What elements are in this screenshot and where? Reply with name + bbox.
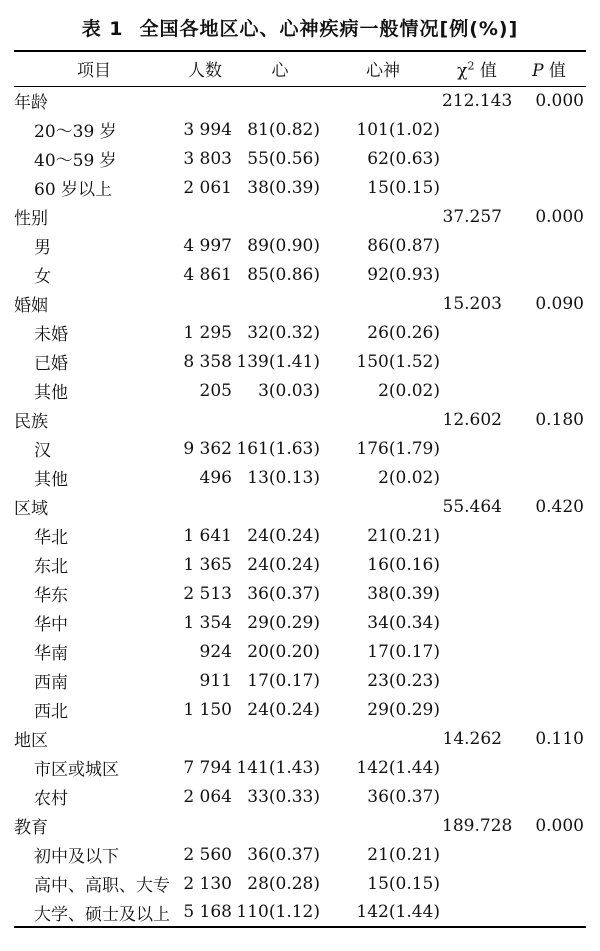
p-value-cell bbox=[512, 782, 586, 811]
p-value-cell: 0.110 bbox=[535, 728, 584, 749]
row-label: 性别 bbox=[14, 209, 48, 229]
heart-cell: 55(0.56) bbox=[247, 148, 320, 169]
header-heart: 心 bbox=[271, 61, 289, 82]
row-label: 华中 bbox=[34, 615, 68, 635]
p-value-cell bbox=[512, 521, 586, 550]
row-label: 民族 bbox=[14, 412, 48, 432]
chi2-cell bbox=[442, 521, 512, 550]
chi2-cell bbox=[442, 579, 512, 608]
chi2-cell bbox=[442, 115, 512, 144]
chi2-cell bbox=[442, 318, 512, 347]
p-value-cell: 0.180 bbox=[535, 409, 584, 430]
chi2-cell bbox=[442, 173, 512, 202]
group-row bbox=[14, 811, 586, 840]
p-value-cell bbox=[512, 898, 586, 927]
heart-psy-cell: 21(0.21) bbox=[367, 525, 440, 546]
heart-cell: 139(1.41) bbox=[236, 351, 320, 372]
count-cell: 3 994 bbox=[183, 119, 232, 140]
heart-cell bbox=[236, 86, 324, 115]
heart-psy-cell: 2(0.02) bbox=[378, 380, 440, 401]
heart-cell: 24(0.24) bbox=[247, 525, 320, 546]
heart-cell: 24(0.24) bbox=[247, 699, 320, 720]
chi2-cell bbox=[442, 463, 512, 492]
heart-cell: 81(0.82) bbox=[247, 119, 320, 140]
group-row bbox=[14, 492, 586, 521]
chi2-cell bbox=[442, 260, 512, 289]
table-row bbox=[14, 347, 586, 376]
row-label: 男 bbox=[34, 238, 51, 258]
row-label: 其他 bbox=[34, 470, 68, 490]
heart-cell: 13(0.13) bbox=[247, 467, 320, 488]
table-row bbox=[14, 115, 586, 144]
row-label: 初中及以下 bbox=[34, 847, 119, 867]
heart-psy-cell: 15(0.15) bbox=[367, 873, 440, 894]
table-row bbox=[14, 521, 586, 550]
table-row bbox=[14, 376, 586, 405]
p-suffix: 值 bbox=[548, 61, 566, 82]
header-heart-psy: 心神 bbox=[366, 61, 400, 82]
chi2-cell bbox=[442, 666, 512, 695]
header-row bbox=[14, 51, 586, 86]
heart-psy-cell: 176(1.79) bbox=[356, 438, 440, 459]
header-item: 项目 bbox=[77, 61, 111, 82]
table-title: 全国各地区心、心神疾病一般情况[例(%)] bbox=[139, 18, 519, 40]
table-body bbox=[14, 86, 586, 927]
p-value-cell: 0.000 bbox=[535, 815, 584, 836]
heart-cell: 33(0.33) bbox=[247, 786, 320, 807]
heart-cell bbox=[236, 811, 324, 840]
count-cell bbox=[174, 492, 236, 521]
heart-psy-cell: 16(0.16) bbox=[367, 554, 440, 575]
chi2-cell: 37.257 bbox=[442, 206, 502, 227]
count-cell bbox=[174, 811, 236, 840]
count-cell: 1 354 bbox=[183, 612, 232, 633]
row-label: 高中、高职、大专 bbox=[34, 876, 170, 896]
chi2-cell bbox=[442, 231, 512, 260]
table-row bbox=[14, 463, 586, 492]
table-row bbox=[14, 231, 586, 260]
heart-cell: 38(0.39) bbox=[247, 177, 320, 198]
heart-psy-cell: 142(1.44) bbox=[356, 757, 440, 778]
chi-symbol: χ bbox=[457, 61, 468, 82]
group-row bbox=[14, 724, 586, 753]
heart-psy-cell: 36(0.37) bbox=[367, 786, 440, 807]
p-value-cell bbox=[512, 376, 586, 405]
row-label: 已婚 bbox=[34, 354, 68, 374]
row-label: 区域 bbox=[14, 499, 48, 519]
row-label: 市区或城区 bbox=[34, 760, 119, 780]
group-row bbox=[14, 289, 586, 318]
count-cell: 2 560 bbox=[183, 844, 232, 865]
table-row bbox=[14, 318, 586, 347]
heart-cell: 29(0.29) bbox=[247, 612, 320, 633]
heart-cell: 89(0.90) bbox=[247, 235, 320, 256]
heart-cell: 28(0.28) bbox=[247, 873, 320, 894]
heart-cell: 85(0.86) bbox=[247, 264, 320, 285]
heart-cell bbox=[236, 405, 324, 434]
count-cell: 8 358 bbox=[183, 351, 232, 372]
table-row bbox=[14, 434, 586, 463]
p-value-cell bbox=[512, 637, 586, 666]
count-cell: 2 130 bbox=[183, 873, 232, 894]
p-value-cell bbox=[512, 579, 586, 608]
row-label: 农村 bbox=[34, 789, 68, 809]
heart-cell: 17(0.17) bbox=[247, 670, 320, 691]
p-value-cell: 0.090 bbox=[535, 293, 584, 314]
heart-psy-cell bbox=[324, 811, 442, 840]
chi-suffix: 值 bbox=[479, 61, 497, 82]
p-value-cell bbox=[512, 318, 586, 347]
count-cell bbox=[174, 405, 236, 434]
table-row bbox=[14, 579, 586, 608]
count-cell bbox=[174, 202, 236, 231]
heart-cell bbox=[236, 289, 324, 318]
heart-psy-cell: 86(0.87) bbox=[367, 235, 440, 256]
p-value-cell bbox=[512, 840, 586, 869]
heart-cell: 20(0.20) bbox=[247, 641, 320, 662]
table-row bbox=[14, 753, 586, 782]
chi2-cell bbox=[442, 376, 512, 405]
count-cell: 2 513 bbox=[183, 583, 232, 604]
count-cell: 924 bbox=[199, 641, 232, 662]
chi2-cell bbox=[442, 869, 512, 898]
heart-psy-cell: 15(0.15) bbox=[367, 177, 440, 198]
heart-psy-cell bbox=[324, 405, 442, 434]
chi2-cell bbox=[442, 637, 512, 666]
row-label: 20～39 岁 bbox=[34, 122, 117, 142]
p-value-cell bbox=[512, 869, 586, 898]
count-cell: 3 803 bbox=[183, 148, 232, 169]
heart-cell bbox=[236, 492, 324, 521]
heart-cell: 36(0.37) bbox=[247, 583, 320, 604]
table-row bbox=[14, 695, 586, 724]
chi2-cell bbox=[442, 840, 512, 869]
p-value-cell bbox=[512, 434, 586, 463]
count-cell bbox=[174, 289, 236, 318]
chi2-cell bbox=[442, 753, 512, 782]
heart-psy-cell: 2(0.02) bbox=[378, 467, 440, 488]
data-table bbox=[14, 50, 586, 928]
heart-cell: 161(1.63) bbox=[236, 438, 320, 459]
p-value-cell bbox=[512, 608, 586, 637]
table-number: 表 1 bbox=[81, 18, 124, 40]
chi2-cell bbox=[442, 898, 512, 927]
row-label: 西南 bbox=[34, 673, 68, 693]
chi2-cell bbox=[442, 434, 512, 463]
group-row bbox=[14, 405, 586, 434]
count-cell: 4 861 bbox=[183, 264, 232, 285]
heart-psy-cell bbox=[324, 492, 442, 521]
header-chi2 bbox=[442, 51, 512, 86]
heart-psy-cell: 26(0.26) bbox=[367, 322, 440, 343]
heart-psy-cell: 150(1.52) bbox=[356, 351, 440, 372]
heart-psy-cell bbox=[324, 724, 442, 753]
p-value-cell bbox=[512, 260, 586, 289]
table-row bbox=[14, 898, 586, 927]
chi2-cell bbox=[442, 550, 512, 579]
p-value-cell: 0.000 bbox=[535, 90, 584, 111]
count-cell: 1 365 bbox=[183, 554, 232, 575]
row-label: 婚姻 bbox=[14, 296, 48, 316]
heart-cell: 24(0.24) bbox=[247, 554, 320, 575]
chi2-cell: 14.262 bbox=[442, 728, 502, 749]
p-value-cell: 0.420 bbox=[535, 496, 584, 517]
row-label: 40～59 岁 bbox=[34, 151, 117, 171]
heart-psy-cell bbox=[324, 86, 442, 115]
row-label: 年龄 bbox=[14, 93, 48, 114]
row-label: 大学、硕士及以上 bbox=[34, 904, 170, 925]
heart-psy-cell bbox=[324, 289, 442, 318]
table-row bbox=[14, 550, 586, 579]
group-row bbox=[14, 86, 586, 115]
heart-psy-cell: 38(0.39) bbox=[367, 583, 440, 604]
table-row bbox=[14, 260, 586, 289]
heart-psy-cell: 92(0.93) bbox=[367, 264, 440, 285]
chi2-cell: 12.602 bbox=[442, 409, 502, 430]
heart-cell: 110(1.12) bbox=[236, 902, 320, 922]
heart-cell: 36(0.37) bbox=[247, 844, 320, 865]
heart-psy-cell: 62(0.63) bbox=[367, 148, 440, 169]
heart-psy-cell: 29(0.29) bbox=[367, 699, 440, 720]
group-row bbox=[14, 202, 586, 231]
table-header bbox=[14, 51, 586, 86]
table-row bbox=[14, 637, 586, 666]
count-cell: 5 168 bbox=[183, 902, 232, 922]
row-label: 华南 bbox=[34, 644, 68, 664]
count-cell bbox=[174, 86, 236, 115]
table-row bbox=[14, 869, 586, 898]
p-value-cell bbox=[512, 695, 586, 724]
p-value-cell bbox=[512, 144, 586, 173]
table-caption bbox=[0, 0, 600, 50]
count-cell: 9 362 bbox=[183, 438, 232, 459]
chi2-cell bbox=[442, 144, 512, 173]
count-cell: 7 794 bbox=[183, 757, 232, 778]
row-label: 华北 bbox=[34, 528, 68, 548]
table-row bbox=[14, 144, 586, 173]
p-value-cell bbox=[512, 463, 586, 492]
chi-superscript: 2 bbox=[467, 59, 475, 73]
heart-cell bbox=[236, 724, 324, 753]
count-cell: 1 295 bbox=[183, 322, 232, 343]
row-label: 汉 bbox=[34, 441, 51, 461]
row-label: 60 岁以上 bbox=[34, 180, 113, 200]
chi2-cell: 15.203 bbox=[442, 293, 502, 314]
row-label: 未婚 bbox=[34, 325, 68, 345]
p-value-cell bbox=[512, 347, 586, 376]
p-value-cell bbox=[512, 115, 586, 144]
count-cell: 911 bbox=[199, 670, 232, 691]
heart-cell bbox=[236, 202, 324, 231]
table-row bbox=[14, 782, 586, 811]
row-label: 华东 bbox=[34, 586, 68, 606]
chi2-cell: 212.143 bbox=[442, 90, 513, 111]
table-row bbox=[14, 608, 586, 637]
heart-psy-cell: 101(1.02) bbox=[356, 119, 440, 140]
chi2-cell: 55.464 bbox=[442, 496, 502, 517]
heart-cell: 141(1.43) bbox=[236, 757, 320, 778]
chi2-cell bbox=[442, 347, 512, 376]
heart-psy-cell: 21(0.21) bbox=[367, 844, 440, 865]
p-value-cell bbox=[512, 173, 586, 202]
row-label: 东北 bbox=[34, 557, 68, 577]
heart-psy-cell: 142(1.44) bbox=[356, 902, 440, 922]
header-count: 人数 bbox=[188, 61, 222, 82]
p-value-cell bbox=[512, 550, 586, 579]
heart-cell: 32(0.32) bbox=[247, 322, 320, 343]
count-cell bbox=[174, 724, 236, 753]
p-symbol: P bbox=[532, 61, 544, 82]
chi2-cell: 189.728 bbox=[442, 815, 513, 836]
count-cell: 205 bbox=[199, 380, 232, 401]
heart-psy-cell: 17(0.17) bbox=[367, 641, 440, 662]
table-row bbox=[14, 173, 586, 202]
count-cell: 2 064 bbox=[183, 786, 232, 807]
p-value-cell bbox=[512, 753, 586, 782]
count-cell: 2 061 bbox=[183, 177, 232, 198]
chi2-cell bbox=[442, 782, 512, 811]
heart-psy-cell: 23(0.23) bbox=[367, 670, 440, 691]
count-cell: 4 997 bbox=[183, 235, 232, 256]
table-row bbox=[14, 666, 586, 695]
p-value-cell bbox=[512, 231, 586, 260]
heart-psy-cell: 34(0.34) bbox=[367, 612, 440, 633]
chi2-cell bbox=[442, 695, 512, 724]
header-p bbox=[512, 51, 586, 86]
count-cell: 496 bbox=[199, 467, 232, 488]
row-label: 女 bbox=[34, 267, 51, 287]
row-label: 西北 bbox=[34, 702, 68, 722]
table-row bbox=[14, 840, 586, 869]
p-value-cell bbox=[512, 666, 586, 695]
heart-cell: 3(0.03) bbox=[258, 380, 320, 401]
row-label: 地区 bbox=[14, 731, 48, 751]
p-value-cell: 0.000 bbox=[535, 206, 584, 227]
row-label: 教育 bbox=[14, 818, 48, 838]
row-label: 其他 bbox=[34, 383, 68, 403]
chi2-cell bbox=[442, 608, 512, 637]
count-cell: 1 641 bbox=[183, 525, 232, 546]
count-cell: 1 150 bbox=[183, 699, 232, 720]
heart-psy-cell bbox=[324, 202, 442, 231]
